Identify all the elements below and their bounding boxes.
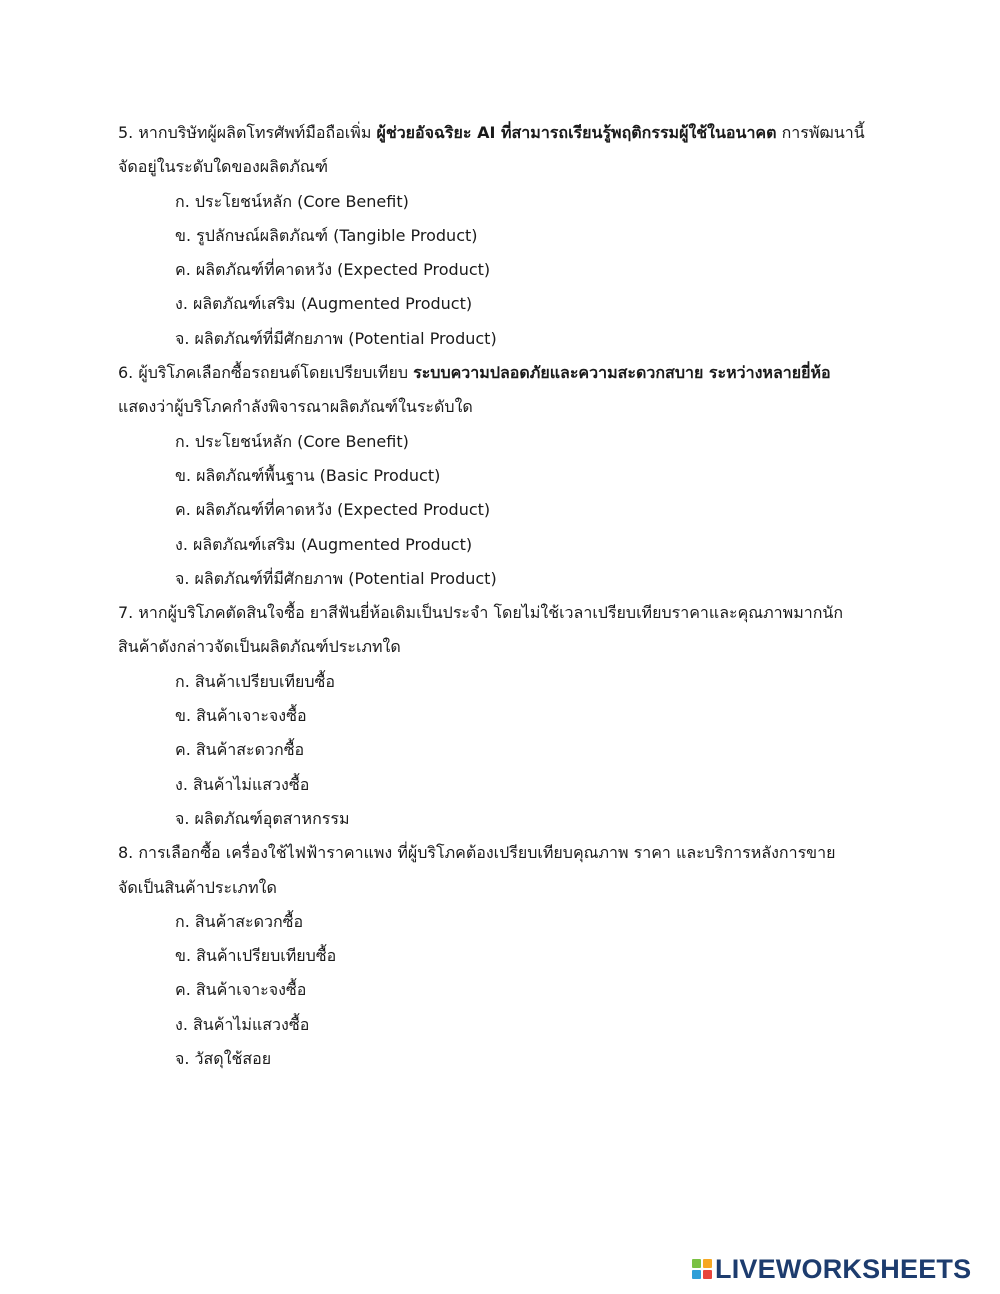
question-7 (118, 596, 898, 836)
question-5 (118, 116, 898, 356)
question-6-prefix: 6. ผู้บริโภคเลือกซื้อรถยนต์โดยเปรียบเทียบ (118, 363, 414, 383)
question-7-option-a: ก. สินค้าเปรียบเทียบซื้อ (175, 671, 336, 691)
question-5-stem (118, 116, 898, 150)
question-7-option-b: ข. สินค้าเจาะจงซื้อ (175, 706, 307, 726)
question-8-option-d: ง. สินค้าไม่แสวงซื้อ (175, 1014, 310, 1034)
question-5-option-e: จ. ผลิตภัณฑ์ที่มีศักยภาพ (Potential Product) (175, 328, 497, 348)
question-8 (118, 836, 898, 1076)
question-8-option-b: ข. สินค้าเปรียบเทียบซื้อ (175, 946, 337, 966)
question-7-prefix: 7. หากผู้บริโภคตัดสินใจซื้อ ยาสีฟันยี่ห้อเดิมเป็นประจำ โดยไม่ใช้เวลาเปรียบเทียบราคาและคุณภาพมากนัก (118, 603, 844, 623)
liveworksheets-logo-icon (692, 1259, 712, 1279)
question-7-option-e: จ. ผลิตภัณฑ์อุตสาหกรรม (175, 808, 350, 828)
question-6-stem-line2: แสดงว่าผู้บริโภคกำลังพิจารณาผลิตภัณฑ์ในระดับใด (118, 397, 473, 417)
question-8-prefix: 8. การเลือกซื้อ เครื่องใช้ไฟฟ้าราคาแพง ที่ผู้บริโภคต้องเปรียบเทียบคุณภาพ ราคา และบริการหลังการขาย (118, 843, 836, 863)
question-8-option-e: จ. วัสดุใช้สอย (175, 1049, 272, 1069)
question-5-option-b: ข. รูปลักษณ์ผลิตภัณฑ์ (Tangible Product) (175, 225, 478, 245)
question-8-stem (118, 836, 898, 870)
question-5-prefix: 5. หากบริษัทผู้ผลิตโทรศัพท์มือถือเพิ่ม (118, 123, 377, 142)
question-7-stem-line2: สินค้าดังกล่าวจัดเป็นผลิตภัณฑ์ประเภทใด (118, 637, 401, 657)
question-5-suffix: การพัฒนานี้ (776, 123, 865, 142)
logo-square-3 (692, 1270, 701, 1279)
logo-text: LIVEWORKSHEETS (715, 1253, 972, 1284)
question-6-option-c: ค. ผลิตภัณฑ์ที่คาดหวัง (Expected Product) (175, 500, 491, 520)
question-6-emphasis: ระบบความปลอดภัยและความสะดวกสบาย ระหว่างหลายยี่ห้อ (413, 363, 831, 383)
question-8-stem-line2: จัดเป็นสินค้าประเภทใด (118, 877, 277, 897)
question-5-option-d: ง. ผลิตภัณฑ์เสริม (Augmented Product) (175, 294, 473, 314)
question-6-option-a: ก. ประโยชน์หลัก (Core Benefit) (175, 431, 409, 451)
question-7-stem (118, 596, 898, 630)
question-6-stem (118, 356, 898, 390)
question-5-stem-line2: จัดอยู่ในระดับใดของผลิตภัณฑ์ (118, 157, 329, 177)
logo-square-4 (703, 1270, 712, 1279)
logo-square-1 (692, 1259, 701, 1268)
logo-square-2 (703, 1259, 712, 1268)
question-5-option-c: ค. ผลิตภัณฑ์ที่คาดหวัง (Expected Product) (175, 260, 491, 280)
question-list (118, 116, 898, 1076)
question-8-option-c: ค. สินค้าเจาะจงซื้อ (175, 980, 307, 1000)
question-5-option-a: ก. ประโยชน์หลัก (Core Benefit) (175, 191, 409, 211)
question-6-option-d: ง. ผลิตภัณฑ์เสริม (Augmented Product) (175, 534, 473, 554)
question-7-option-d: ง. สินค้าไม่แสวงซื้อ (175, 774, 310, 794)
question-7-option-c: ค. สินค้าสะดวกซื้อ (175, 740, 305, 760)
question-6 (118, 356, 898, 596)
question-8-option-a: ก. สินค้าสะดวกซื้อ (175, 911, 304, 931)
question-5-emphasis: ผู้ช่วยอัจฉริยะ AI ที่สามารถเรียนรู้พฤติกรรมผู้ใช้ในอนาคต (376, 123, 777, 142)
question-6-option-b: ข. ผลิตภัณฑ์พื้นฐาน (Basic Product) (175, 465, 441, 485)
liveworksheets-logo (692, 1253, 971, 1285)
question-6-option-e: จ. ผลิตภัณฑ์ที่มีศักยภาพ (Potential Product) (175, 568, 497, 588)
